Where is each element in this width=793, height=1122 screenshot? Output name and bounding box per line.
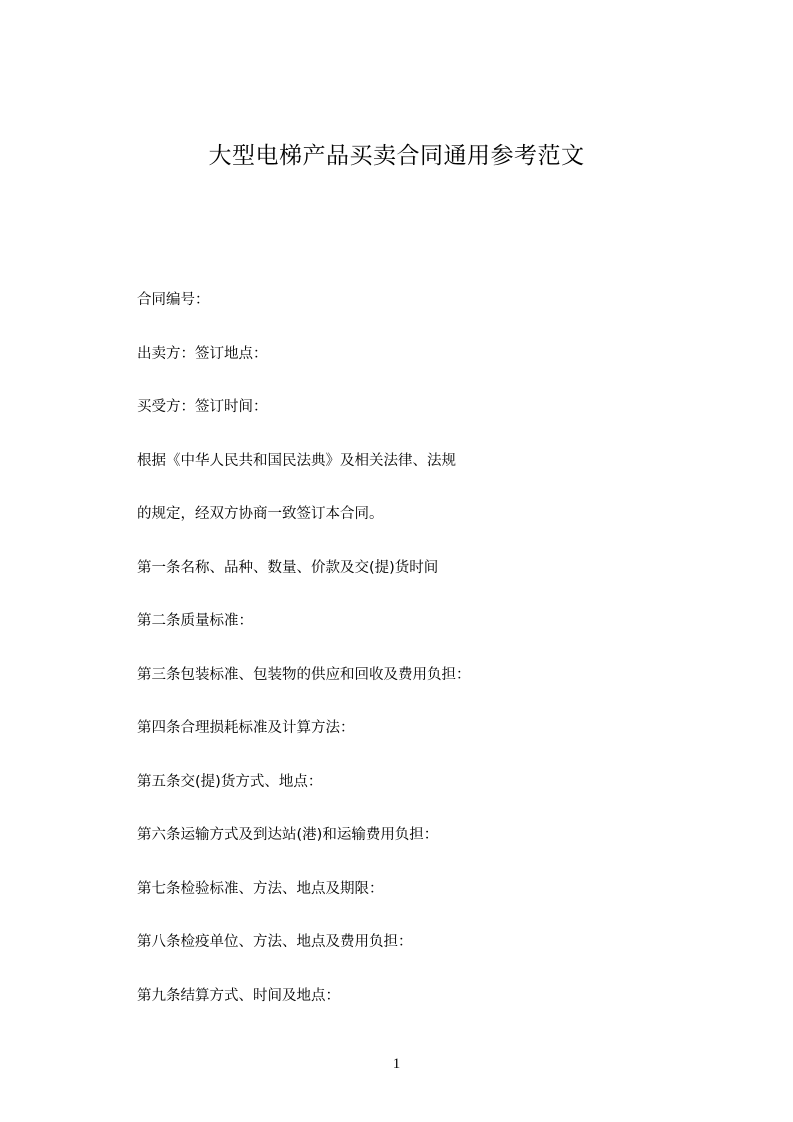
document-body [137,288,657,1037]
buyer-signing-time-line: 买受方：签订时间： [137,399,268,415]
preamble-line-2: 的规定，经双方协商一致签订本合同。 [137,506,384,522]
article-5: 第五条交(提)货方式、地点： [137,773,323,790]
document-title: 大型电梯产品买卖合同通用参考范文 [208,143,585,169]
article-1: 第一条名称、品种、数量、价款及交(提)货时间 [137,559,439,576]
seller-signing-place-line: 出卖方：签订地点： [137,345,268,362]
article-6: 第六条运输方式及到达站(港)和运输费用负担： [137,827,439,843]
article-8: 第八条检疫单位、方法、地点及费用负担： [137,934,413,950]
preamble-line-1: 根据《中华人民共和国民法典》及相关法律、法规 [137,452,456,469]
article-7: 第七条检验标准、方法、地点及期限： [137,880,384,897]
article-9: 第九条结算方式、时间及地点： [137,987,340,1004]
page-number: 1 [392,1056,401,1072]
article-3: 第三条包装标准、包装物的供应和回收及费用负担： [137,666,471,683]
contract-number-line: 合同编号： [137,292,210,308]
article-4: 第四条合理损耗标准及计算方法： [137,720,355,736]
article-2: 第二条质量标准： [137,613,253,629]
